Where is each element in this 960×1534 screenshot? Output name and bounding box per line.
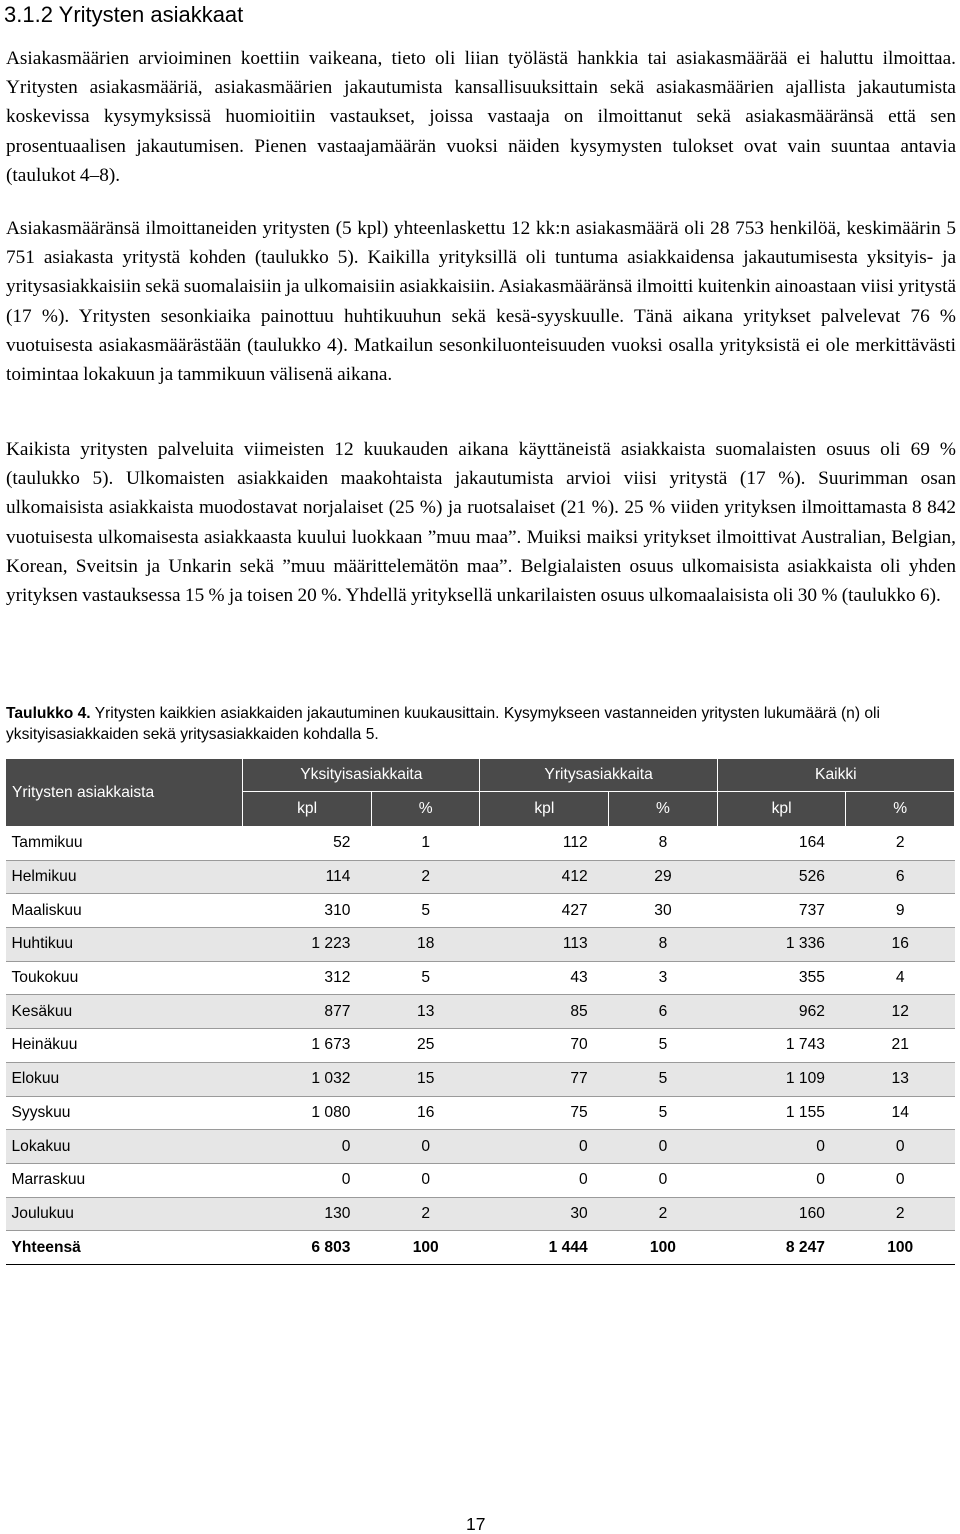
table-row (6, 928, 955, 962)
count-cell: 1 223 (243, 928, 372, 962)
percent-cell: 2 (846, 827, 955, 861)
percent-cell: 8 (609, 928, 718, 962)
percent-cell: 0 (609, 1163, 718, 1197)
percent-cell: 2 (609, 1197, 718, 1231)
count-cell: 412 (480, 860, 609, 894)
count-cell: 160 (717, 1197, 846, 1231)
month-cell: Lokakuu (6, 1130, 243, 1164)
paragraph-1: Asiakasmäärien arvioiminen koettiin vaikeana, tieto oli liian työlästä hankkia tai asiakasmäärää ei haluttu ilmoittaa. Yritysten asiakasmääriä, asiakasmäärien jakautumista kansallisuuksittain sekä asiakasmäärien ajallista jakautumista koskevissa kysymyksissä huomioitiin vastaukset, joissa vastaaja on ilmoittanut sekä asiakasmääränsä että sen prosentuaalisen jakautumisen. Pienen vastaajamäärän vuoksi näiden kysymysten tulokset ovat vain suuntaa antavia (taulukot 4–8). (6, 48, 956, 186)
sub-header: kpl (480, 792, 609, 827)
table-row (6, 1029, 955, 1063)
count-cell: 8 247 (717, 1231, 846, 1265)
count-cell: 30 (480, 1197, 609, 1231)
sub-header: % (846, 792, 955, 827)
percent-cell: 0 (609, 1130, 718, 1164)
group-header-all: Kaikki (717, 759, 954, 792)
group-header-private: Yksityisasiakkaita (243, 759, 480, 792)
count-cell: 52 (243, 827, 372, 861)
percent-cell: 5 (609, 1062, 718, 1096)
table-body (6, 827, 955, 1265)
sub-header: kpl (243, 792, 372, 827)
sub-header: kpl (717, 792, 846, 827)
percent-cell: 18 (371, 928, 480, 962)
percent-cell: 9 (846, 894, 955, 928)
count-cell: 526 (717, 860, 846, 894)
month-cell: Yhteensä (6, 1231, 243, 1265)
table-caption-label: Taulukko 4. (6, 705, 91, 722)
percent-cell: 8 (609, 827, 718, 861)
month-cell: Toukokuu (6, 961, 243, 995)
count-cell: 0 (717, 1130, 846, 1164)
percent-cell: 5 (371, 961, 480, 995)
percent-cell: 5 (371, 894, 480, 928)
table-total-row (6, 1231, 955, 1265)
paragraph-2: Asiakasmääränsä ilmoittaneiden yritysten (5 kpl) yhteenlaskettu 12 kk:n asiakasmäärä oli 28 753 henkilöä, keskimäärin 5 751 asiakasta yritystä kohden (taulukko 5). Kaikilla yrityksillä oli tuntuma asiakkaidensa jakautumisesta yksityis- ja yritysasiakkaisiin sekä suomalaisiin ja ulkomaisiin asiakkaisiin. Asiakasmääränsä ilmoitti kuitenkin ainoastaan viisi yritystä (17 %). Yritysten sesonkiaika painottuu huhtikuuhun sekä kesä-syyskuulle. Tänä aikana yritykset palvelevat 76 % vuotuisesta asiakasmäärästään (taulukko 4). Matkailun sesonkiluonteisuuden vuoksi osalla yrityksistä ei ole merkittävästi toimintaa lokakuun ja tammikuun välisenä aikana. (6, 218, 956, 386)
month-cell: Heinäkuu (6, 1029, 243, 1063)
table-row (6, 961, 955, 995)
table-row (6, 995, 955, 1029)
count-cell: 70 (480, 1029, 609, 1063)
count-cell: 113 (480, 928, 609, 962)
percent-cell: 0 (846, 1130, 955, 1164)
percent-cell: 14 (846, 1096, 955, 1130)
percent-cell: 12 (846, 995, 955, 1029)
count-cell: 0 (480, 1163, 609, 1197)
paragraph-3: Kaikista yritysten palveluita viimeisten 12 kuukauden aikana käyttäneistä asiakkaista suomalaisten osuus oli 69 % (taulukko 5). Ulkomaisten asiakkaiden maakohtaista jakautumista arvioi viisi yritystä (17 %). Suurimman osan ulkomaisista asiakkaista muodostavat norjalaiset (25 %) ja ruotsalaiset (21 %). 25 % viiden yrityksen ilmoittamasta 8 842 vuotuisesta ulkomaisesta asiakkaasta kuului luokkaan ”muu maa”. Muiksi maiksi yritykset ilmoittivat Australian, Belgian, Korean, Sveitsin ja Unkarin sekä ”muu määrittelemätön maa”. Belgialaisten osuus ulkomaisista asiakkaista oli yhden yrityksen vastauksessa 15 % ja toisen 20 %. Yhdellä yrityksellä unkarilaisten osuus ulkomaalaisista oli 30 % (taulukko 6). (6, 439, 956, 607)
table-caption-text: Yritysten kaikkien asiakkaiden jakautuminen kuukausittain. Kysymykseen vastanneiden yritysten lukumäärä (n) oli yksityisasiakkaiden sekä yritysasiakkaiden kohdalla 5. (6, 705, 880, 743)
percent-cell: 29 (609, 860, 718, 894)
count-cell: 0 (480, 1130, 609, 1164)
month-cell: Elokuu (6, 1062, 243, 1096)
count-cell: 75 (480, 1096, 609, 1130)
percent-cell: 100 (609, 1231, 718, 1265)
count-cell: 1 080 (243, 1096, 372, 1130)
count-cell: 114 (243, 860, 372, 894)
count-cell: 85 (480, 995, 609, 1029)
count-cell: 1 743 (717, 1029, 846, 1063)
count-cell: 355 (717, 961, 846, 995)
table-row (6, 894, 955, 928)
table-row (6, 1130, 955, 1164)
count-cell: 6 803 (243, 1231, 372, 1265)
count-cell: 0 (717, 1163, 846, 1197)
percent-cell: 0 (846, 1163, 955, 1197)
count-cell: 0 (243, 1130, 372, 1164)
count-cell: 77 (480, 1062, 609, 1096)
percent-cell: 5 (609, 1029, 718, 1063)
percent-cell: 6 (846, 860, 955, 894)
month-cell: Helmikuu (6, 860, 243, 894)
count-cell: 0 (243, 1163, 372, 1197)
page-number: 17 (466, 1514, 486, 1534)
count-cell: 130 (243, 1197, 372, 1231)
count-cell: 112 (480, 827, 609, 861)
percent-cell: 100 (371, 1231, 480, 1265)
percent-cell: 15 (371, 1062, 480, 1096)
percent-cell: 0 (371, 1163, 480, 1197)
percent-cell: 21 (846, 1029, 955, 1063)
percent-cell: 30 (609, 894, 718, 928)
count-cell: 1 109 (717, 1062, 846, 1096)
percent-cell: 25 (371, 1029, 480, 1063)
percent-cell: 16 (371, 1096, 480, 1130)
table-row (6, 1197, 955, 1231)
section-heading: 3.1.2 Yritysten asiakkaat (4, 2, 244, 27)
percent-cell: 16 (846, 928, 955, 962)
percent-cell: 1 (371, 827, 480, 861)
percent-cell: 13 (846, 1062, 955, 1096)
count-cell: 1 155 (717, 1096, 846, 1130)
percent-cell: 2 (371, 1197, 480, 1231)
monthly-customers-table (5, 758, 955, 1265)
month-cell: Huhtikuu (6, 928, 243, 962)
count-cell: 427 (480, 894, 609, 928)
percent-cell: 6 (609, 995, 718, 1029)
percent-cell: 4 (846, 961, 955, 995)
month-cell: Joulukuu (6, 1197, 243, 1231)
percent-cell: 2 (846, 1197, 955, 1231)
table-row (6, 1163, 955, 1197)
month-cell: Syyskuu (6, 1096, 243, 1130)
table-corner-header: Yritysten asiakkaista (6, 759, 243, 827)
count-cell: 312 (243, 961, 372, 995)
count-cell: 1 444 (480, 1231, 609, 1265)
count-cell: 1 673 (243, 1029, 372, 1063)
table-row (6, 860, 955, 894)
percent-cell: 2 (371, 860, 480, 894)
table-row (6, 1062, 955, 1096)
percent-cell: 0 (371, 1130, 480, 1164)
sub-header: % (371, 792, 480, 827)
count-cell: 737 (717, 894, 846, 928)
count-cell: 43 (480, 961, 609, 995)
sub-header: % (609, 792, 718, 827)
percent-cell: 100 (846, 1231, 955, 1265)
count-cell: 1 336 (717, 928, 846, 962)
month-cell: Maaliskuu (6, 894, 243, 928)
count-cell: 877 (243, 995, 372, 1029)
month-cell: Marraskuu (6, 1163, 243, 1197)
month-cell: Tammikuu (6, 827, 243, 861)
count-cell: 1 032 (243, 1062, 372, 1096)
count-cell: 164 (717, 827, 846, 861)
table-row (6, 827, 955, 861)
group-header-business: Yritysasiakkaita (480, 759, 717, 792)
percent-cell: 13 (371, 995, 480, 1029)
table-caption (6, 703, 951, 745)
percent-cell: 3 (609, 961, 718, 995)
table-row (6, 1096, 955, 1130)
count-cell: 310 (243, 894, 372, 928)
month-cell: Kesäkuu (6, 995, 243, 1029)
count-cell: 962 (717, 995, 846, 1029)
percent-cell: 5 (609, 1096, 718, 1130)
